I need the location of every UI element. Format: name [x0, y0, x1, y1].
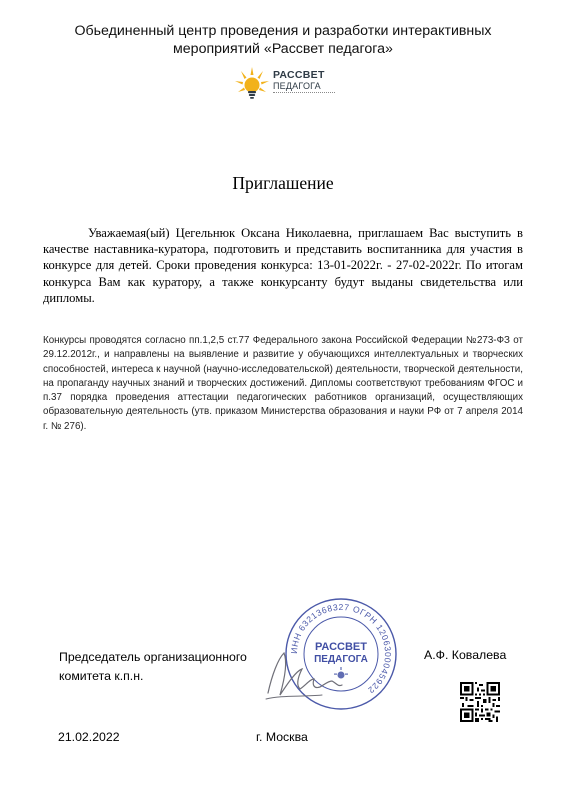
organization-title	[40, 22, 526, 58]
document-heading: Приглашение	[232, 173, 334, 193]
signatory-role	[59, 648, 269, 686]
signatory-role-line-2: комитета к.п.н.	[59, 669, 144, 683]
signatory-name: А.Ф. Ковалева	[424, 648, 507, 662]
stamp-center-line-1: РАССВЕТ	[315, 641, 367, 653]
document-date: 21.02.2022	[58, 730, 120, 744]
logo-wordmark-line-1: РАССВЕТ	[273, 69, 325, 81]
logo	[233, 66, 343, 100]
sunrise-icon	[233, 66, 271, 100]
logo-tagline-rule	[273, 92, 335, 96]
signatory-role-line-1: Председатель организационного	[59, 650, 247, 664]
handwritten-signature	[262, 645, 347, 705]
org-title-line-2: мероприятий «Рассвет педагога»	[173, 41, 393, 57]
org-title-line-1: Обьединенный центр проведения и разработки интерактивных	[74, 23, 492, 39]
logo-wordmark-line-2: ПЕДАГОГА	[273, 81, 321, 91]
stamp-center-line-2: ПЕДАГОГА	[314, 654, 368, 665]
legal-paragraph: Конкурсы проводятся согласно пп.1,2,5 ст.77 Федерального закона Российской Федерации №273-ФЗ от 29.12.2012г., и направлены на выявление и развитие у обучающихся интеллектуальных и творческих способностей, интереса к научной (научно-исследовательской) деятельности, творческой деятельности, на пропаганду научных знаний и творческих достижений. Дипломы соответствуют требованиям ФГОС и п.37 порядка проведения аттестации педагогических работников организаций, осуществляющих образовательную деятельность (утв. приказом Министерства образования и науки РФ от 7 апреля 2014 г. № 276).	[43, 335, 523, 432]
stamp-ring-text: ИНН 6321368327 ОГРН 1206300045922	[288, 601, 394, 696]
document-city: г. Москва	[256, 730, 308, 744]
qr-code	[460, 682, 500, 722]
invitation-paragraph: Уважаемая(ый) Цегельнюк Оксана Николаевна, приглашаем Вас выступить в качестве наставника-куратора, подготовить и представить воспитанника для участия в конкурсе для детей. Сроки проведения конкурса: 13-01-2022г. - 27-02-2022г. По итогам конкурса Вам как куратору, а также конкурсанту будут выданы свидетельства или дипломы.	[43, 226, 523, 305]
